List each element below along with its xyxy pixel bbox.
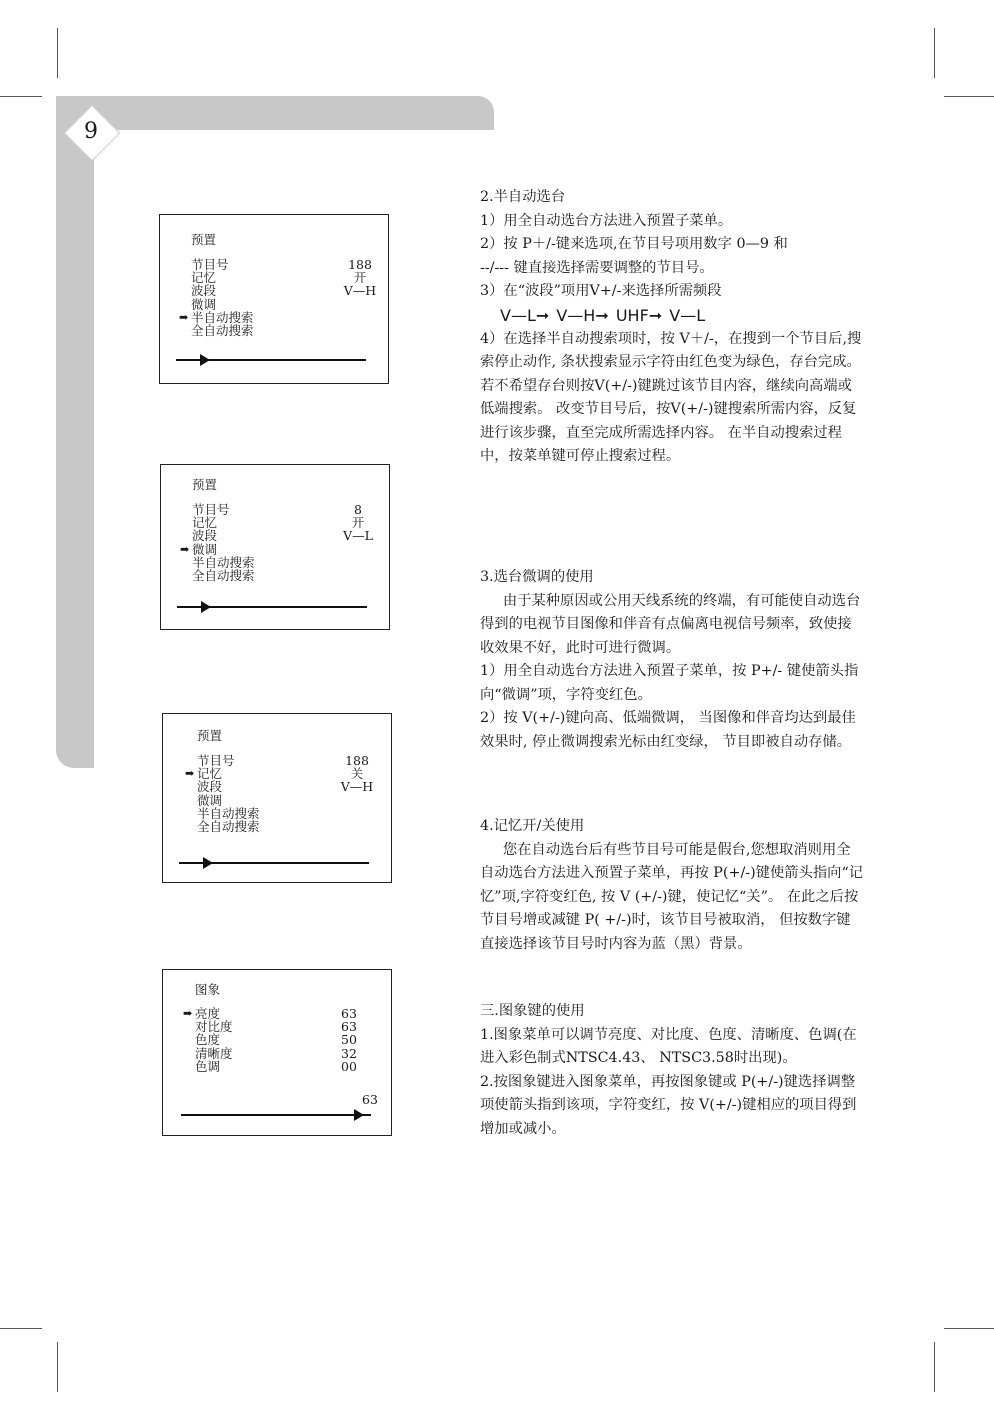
arrow-pointer-icon: ➡ bbox=[183, 1007, 193, 1020]
menu-row: 对比度 63 bbox=[195, 1019, 357, 1035]
menu-title: 图象 bbox=[195, 982, 221, 997]
menu-row: ➡ 半自动搜索 bbox=[179, 309, 254, 325]
paragraph: 您在自动选台后有些节目号可能是假台,您想取消则用全自动选台方法进入预置子菜单，再按 P(+/-)键使箭头指向“记忆”项,字符变红色, 按 V (+/-)键，使记忆“关”。 在此之后按节目号增或减键 P( +/-)时，该节目号被取消， 但按数字键直接选择该节目号时内容为蓝（黑）背景。 bbox=[480, 841, 864, 952]
side-band bbox=[56, 96, 94, 768]
menu-row: ➡ 亮度 63 bbox=[183, 1006, 357, 1021]
paragraph: 2）按 V(+/-)键向高、低端微调， 当图像和伴音均达到最佳效果时, 停止微调搜索光标由红变绿， 节目即被自动存储。 bbox=[480, 710, 856, 750]
menu-row: 节目号 188 bbox=[197, 753, 369, 768]
preset-menu-semi-auto bbox=[159, 214, 389, 384]
arrow-pointer-icon: ➡ bbox=[179, 310, 189, 324]
crop-mark bbox=[57, 1342, 58, 1392]
menu-row: 半自动搜索 bbox=[192, 554, 255, 570]
menu-row: 微调 bbox=[197, 792, 223, 808]
level-bar bbox=[181, 1114, 371, 1116]
crop-mark bbox=[934, 28, 935, 78]
section-heading: 3.选台微调的使用 bbox=[480, 569, 594, 585]
paragraph: 2）按 P＋/-键来选项,在节目号项用数字 0—9 和 bbox=[480, 236, 788, 252]
menu-row: 全自动搜索 bbox=[197, 818, 260, 834]
menu-row: 节目号 188 bbox=[191, 257, 372, 272]
menu-row: 波段 V—H bbox=[191, 283, 377, 299]
preset-menu-memory bbox=[162, 713, 392, 883]
page-number: 9 bbox=[84, 119, 98, 144]
section-heading: 4.记忆开/关使用 bbox=[480, 818, 585, 834]
section-fine-tune bbox=[480, 566, 864, 754]
paragraph: 1）用全自动选台方法进入预置子菜单。 bbox=[480, 212, 733, 229]
band-sequence: V—L➞ V—H➞ UHF➞ V—L bbox=[500, 305, 706, 325]
menu-title: 预置 bbox=[192, 477, 218, 492]
bar-arrow-icon bbox=[354, 1109, 364, 1121]
paragraph: 2.按图象键进入图象菜单，再按图象键或 P(+/-)键选择调整项使箭头指到该项，字符变红，按 V(+/-)键相应的项目得到增加或减小。 bbox=[480, 1073, 857, 1137]
menu-row: 全自动搜索 bbox=[191, 322, 254, 338]
menu-title: 预置 bbox=[197, 728, 223, 743]
menu-row: 记忆 开 bbox=[191, 270, 367, 286]
menu-row: 清晰度 32 bbox=[195, 1045, 357, 1061]
crop-mark bbox=[944, 1328, 994, 1329]
menu-row: 色度 50 bbox=[195, 1032, 357, 1048]
menu-row: ➡ 记忆 关 bbox=[185, 766, 364, 782]
section-picture-key bbox=[480, 1000, 864, 1141]
section-memory bbox=[480, 815, 864, 956]
crop-mark bbox=[0, 96, 42, 97]
menu-row: 色调 00 bbox=[195, 1058, 357, 1074]
menu-row: 微调 bbox=[191, 296, 217, 312]
menu-title: 预置 bbox=[191, 232, 217, 247]
arrow-pointer-icon: ➡ bbox=[180, 542, 190, 556]
section-heading: 三.图象键的使用 bbox=[480, 1003, 585, 1019]
paragraph: 4）在选择半自动搜索项时，按 V＋/-，在搜到一个节目后,搜索停止动作, 条状搜索显示字符由红色变为绿色，存台完成。 若不希望存台则按V(+/-)键跳过该节目内容，继续向高端或低端搜索。 改变节目号后，按V(+/-)键搜索所需内容，反复进行该步骤，直至完成所需选择内容。 在半自动搜索过程中，按菜单键可停止搜索过程。 bbox=[480, 330, 862, 464]
section-heading: 2.半自动选台 bbox=[480, 189, 566, 205]
crop-mark bbox=[944, 96, 994, 97]
crop-mark bbox=[0, 1328, 42, 1329]
menu-row: 记忆 开 bbox=[192, 515, 365, 531]
arrow-pointer-icon: ➡ bbox=[185, 767, 195, 781]
paragraph: 1）用全自动选台方法进入预置子菜单，按 P+/- 键使箭头指向“微调”项，字符变红色。 bbox=[480, 663, 859, 703]
bar-value: 63 bbox=[362, 1092, 378, 1107]
menu-row: 全自动搜索 bbox=[192, 567, 255, 583]
paragraph: --/--- 键直接选择需要调整的节目号。 bbox=[480, 259, 714, 276]
menu-row: ➡ 微调 bbox=[180, 541, 218, 557]
crop-mark bbox=[934, 1342, 935, 1392]
preset-menu-fine-tune bbox=[160, 464, 390, 630]
paragraph: 1.图象菜单可以调节亮度、对比度、色度、清晰度、色调(在进入彩色制式NTSC4.43、 NTSC3.58时出现)。 bbox=[480, 1026, 857, 1066]
picture-menu bbox=[162, 969, 392, 1136]
crop-mark bbox=[57, 28, 58, 78]
paragraph: 由于某种原因或公用天线系统的终端，有可能使自动选台得到的电视节目图像和伴音有点偏离电视信号频率，致使接收效果不好，此时可进行微调。 bbox=[480, 592, 861, 656]
menu-row: 波段 V—L bbox=[192, 528, 373, 544]
paragraph: 3）在“波段”项用V+/-来选择所需频段 bbox=[480, 283, 722, 299]
bar-arrow-icon bbox=[201, 601, 211, 613]
bar-arrow-icon bbox=[200, 354, 210, 366]
menu-row: 节目号 8 bbox=[192, 502, 362, 517]
bar-arrow-icon bbox=[203, 857, 213, 869]
section-semi-auto bbox=[480, 186, 864, 469]
menu-row: 半自动搜索 bbox=[197, 805, 260, 821]
menu-row: 波段 V—H bbox=[197, 779, 374, 795]
header-band bbox=[56, 96, 494, 130]
